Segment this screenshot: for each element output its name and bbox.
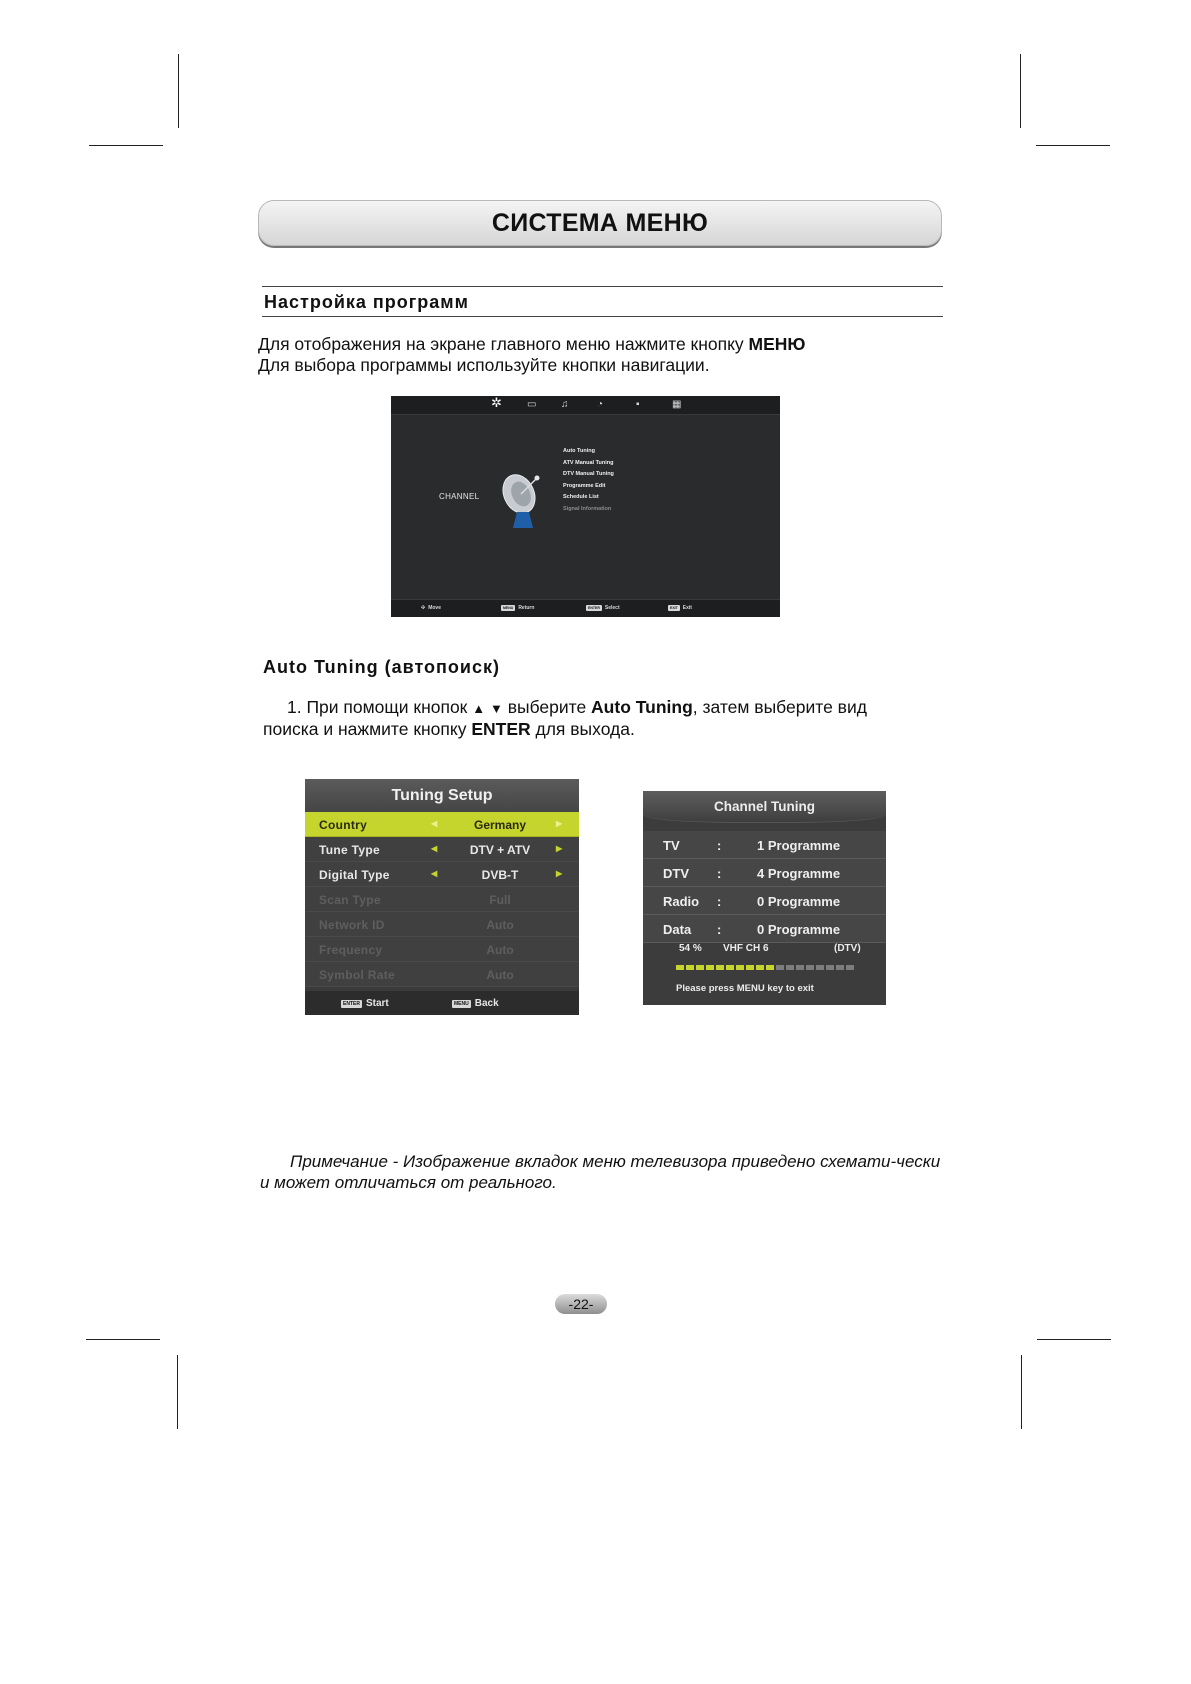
- hint-exit: EXIT Exit: [670, 605, 692, 611]
- progress-segment: [676, 965, 684, 970]
- step-line-2: поиска и нажмите кнопку ENTER для выхода.: [263, 719, 635, 739]
- channel-icon: ✲: [491, 396, 502, 410]
- setting-row-frequency: Frequency Auto: [305, 937, 579, 962]
- note-paragraph: Примечание - Изображение вкладок меню телевизора приведено схемати-чески и может отличаться от реального.: [260, 1152, 941, 1192]
- tuning-setup-footer: [305, 991, 579, 1015]
- progress-segment: [686, 965, 694, 970]
- crop-mark: [178, 54, 179, 128]
- progress-segment: [786, 965, 794, 970]
- down-arrow-icon: ▼: [489, 701, 503, 716]
- count-row-data: Data : 0 Programme: [643, 915, 886, 943]
- crop-mark: [1037, 1339, 1111, 1340]
- progress-segment: [756, 965, 764, 970]
- lock-icon: ▪: [636, 399, 640, 410]
- crop-mark: [1021, 1355, 1022, 1429]
- progress-segment: [726, 965, 734, 970]
- scan-mode: (DTV): [834, 943, 861, 954]
- progress-segment: [826, 965, 834, 970]
- channel-menu-list: [563, 446, 614, 515]
- arrow-right-icon[interactable]: ▶: [556, 844, 563, 853]
- tv-bottom-bar: [391, 599, 780, 617]
- section-title-auto-tuning: Auto Tuning (автопоиск): [263, 657, 500, 677]
- crop-mark: [89, 145, 163, 146]
- tuning-setup-title: Tuning Setup: [305, 779, 579, 812]
- menu-item-auto-tuning[interactable]: Auto Tuning: [563, 448, 595, 454]
- satellite-dish-icon: [499, 468, 549, 530]
- hint-move: ✣ Move: [421, 605, 441, 611]
- page-number: -22-: [555, 1294, 607, 1314]
- menu-item-schedule-list[interactable]: Schedule List: [563, 494, 599, 500]
- setting-row-country[interactable]: Country ◀ Germany ▶: [305, 812, 579, 837]
- enter-key-icon: ENTER: [343, 1000, 360, 1007]
- hint-start: ENTER Start: [343, 998, 389, 1009]
- channel-tuning-screenshot: [643, 791, 886, 1005]
- setting-row-network-id: Network ID Auto: [305, 912, 579, 937]
- arrow-right-icon[interactable]: ▶: [556, 819, 563, 828]
- crop-mark: [177, 1355, 178, 1429]
- intro-paragraph: [258, 334, 958, 376]
- menu-item-programme-edit[interactable]: Programme Edit: [563, 482, 606, 489]
- progress-segment: [746, 965, 754, 970]
- scan-progress-bar: [676, 965, 854, 970]
- channel-tuning-title: Channel Tuning: [643, 791, 886, 823]
- tv-top-bar: [391, 396, 780, 415]
- setting-row-symbol-rate: Symbol Rate Auto: [305, 962, 579, 987]
- tuning-setup-screenshot: [305, 779, 579, 1015]
- page-title: СИСТЕМА МЕНЮ: [491, 208, 709, 237]
- divider: [262, 316, 943, 317]
- intro-line-1: Для отображения на экране главного меню нажмите кнопку МЕНЮ: [258, 334, 806, 354]
- menu-item-atv-manual-tuning[interactable]: ATV Manual Tuning: [563, 459, 614, 466]
- category-label: CHANNEL: [439, 492, 480, 501]
- up-arrow-icon: ▲: [472, 701, 486, 716]
- step-line-1: 1. При помощи кнопок ▲ ▼ выберите Auto Tuning, затем выберите вид: [287, 697, 867, 717]
- crop-mark: [86, 1339, 160, 1340]
- section-title-programs: Настройка программ: [264, 292, 469, 312]
- progress-segment: [806, 965, 814, 970]
- exit-key-icon: EXIT: [670, 606, 678, 610]
- progress-segment: [836, 965, 844, 970]
- hint-select: ENTER Select: [588, 605, 620, 611]
- progress-segment: [696, 965, 704, 970]
- menu-key-icon: MENU: [454, 1000, 469, 1007]
- progress-segment: [796, 965, 804, 970]
- time-icon: ◔: [597, 399, 604, 410]
- progress-segment: [716, 965, 724, 970]
- setting-row-scan-type: Scan Type Full: [305, 887, 579, 912]
- crop-mark: [1036, 145, 1110, 146]
- setup-icon: ▦: [672, 399, 682, 410]
- hint-back: MENU Back: [454, 998, 499, 1009]
- header-banner: [258, 200, 942, 246]
- scan-band: VHF CH 6: [723, 943, 769, 954]
- exit-message: Please press MENU key to exit: [676, 983, 814, 994]
- tv-main-menu-screenshot: [391, 396, 780, 617]
- setting-row-digital-type[interactable]: Digital Type ◀ DVB-T ▶: [305, 862, 579, 887]
- arrow-right-icon[interactable]: ▶: [556, 869, 563, 878]
- crop-mark: [1020, 54, 1021, 128]
- move-icon: ✣: [421, 605, 426, 611]
- progress-segment: [776, 965, 784, 970]
- intro-line-2: Для выбора программы используйте кнопки навигации.: [258, 355, 710, 375]
- enter-key-icon: ENTER: [588, 606, 600, 610]
- count-row-dtv: DTV : 4 Programme: [643, 859, 886, 887]
- sound-icon: ♫: [561, 399, 569, 410]
- menu-item-signal-information[interactable]: Signal Information: [563, 505, 612, 512]
- spacer: [643, 823, 886, 831]
- scan-percent: 54 %: [679, 943, 702, 954]
- arrow-left-icon[interactable]: ◀: [431, 819, 438, 828]
- setting-row-tune-type[interactable]: Tune Type ◀ DTV + ATV ▶: [305, 837, 579, 862]
- progress-segment: [706, 965, 714, 970]
- arrow-left-icon[interactable]: ◀: [431, 869, 438, 878]
- progress-segment: [846, 965, 854, 970]
- progress-segment: [816, 965, 824, 970]
- divider: [262, 286, 943, 287]
- menu-item-dtv-manual-tuning[interactable]: DTV Manual Tuning: [563, 471, 614, 477]
- hint-return: MENU Return: [503, 605, 535, 611]
- arrow-left-icon[interactable]: ◀: [431, 844, 438, 853]
- auto-tuning-paragraph: [263, 697, 963, 740]
- count-row-radio: Radio : 0 Programme: [643, 887, 886, 915]
- progress-segment: [766, 965, 774, 970]
- menu-key-icon: MENU: [503, 606, 514, 610]
- count-row-tv: TV : 1 Programme: [643, 831, 886, 859]
- progress-segment: [736, 965, 744, 970]
- picture-icon: ▭: [527, 399, 537, 410]
